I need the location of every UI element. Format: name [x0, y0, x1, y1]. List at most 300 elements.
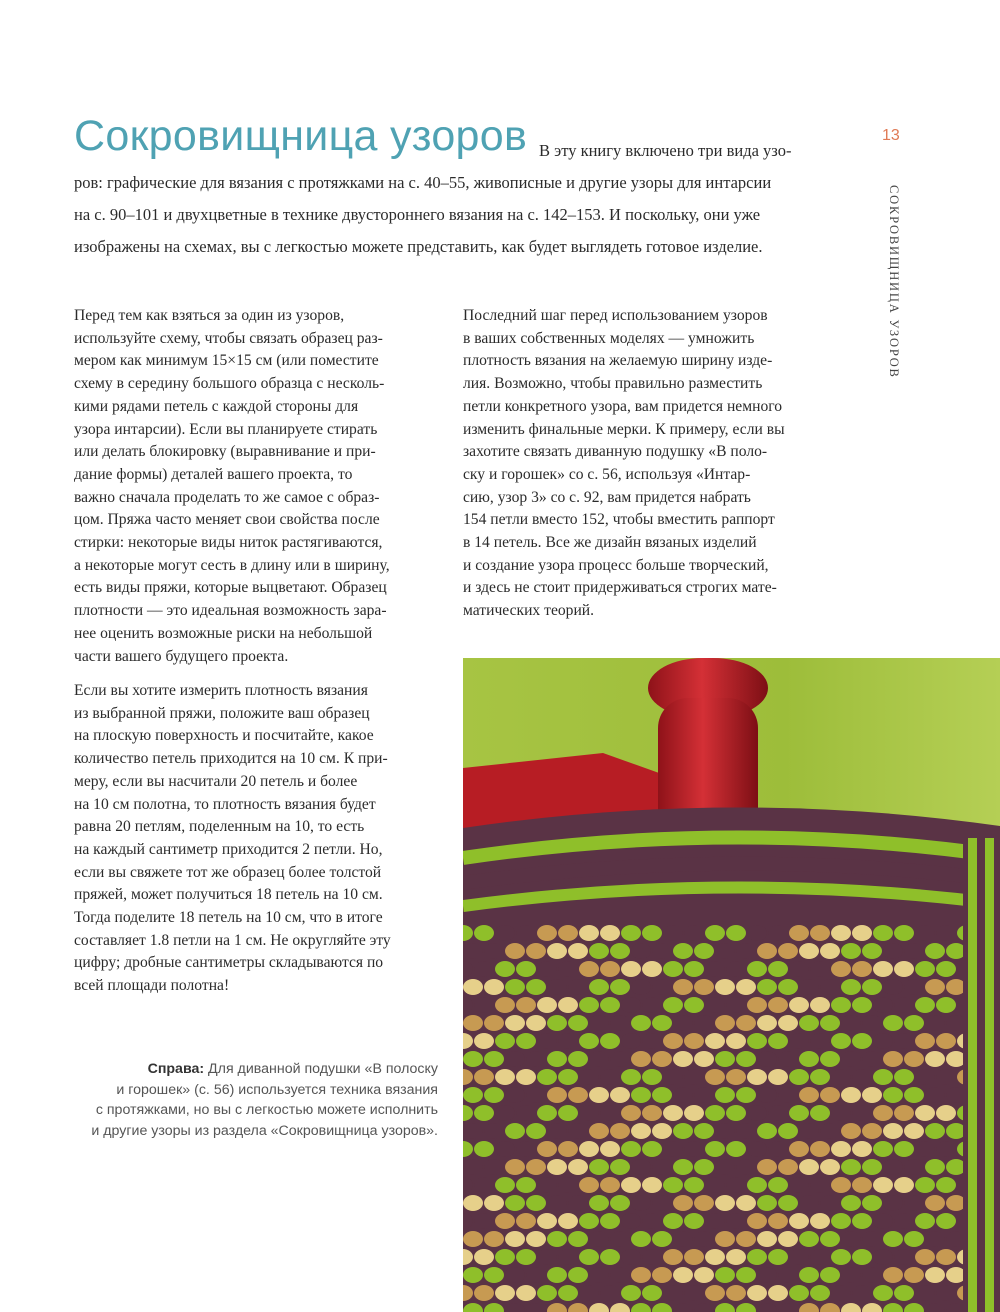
stitch — [747, 1285, 767, 1301]
stitch — [568, 1051, 588, 1067]
stitch — [904, 1159, 924, 1175]
stitch — [694, 1123, 714, 1139]
knitted-cushion-photo — [463, 658, 1000, 1312]
stitch — [600, 1285, 620, 1301]
stitch — [873, 925, 893, 941]
stitch — [820, 943, 840, 959]
stitch — [526, 1123, 546, 1139]
stitch — [747, 961, 767, 977]
stitch — [495, 961, 515, 977]
stitch — [684, 1105, 704, 1121]
stitch — [694, 1015, 714, 1031]
stitch — [673, 1123, 693, 1139]
text-line: в 14 петель. Все же дизайн вязаных изделий — [463, 534, 757, 552]
stitch — [484, 1087, 504, 1103]
stitch — [736, 1051, 756, 1067]
stitch — [558, 997, 578, 1013]
stitch — [736, 1267, 756, 1283]
stitch — [463, 1087, 483, 1103]
stitch — [799, 1195, 819, 1211]
stitch — [747, 1177, 767, 1193]
text-line: на 10 см полотна, то плотность вязания будет — [74, 795, 376, 813]
stitch — [589, 1267, 609, 1283]
stitch — [547, 943, 567, 959]
stitch — [495, 925, 515, 941]
stitch — [663, 997, 683, 1013]
text-line: в ваших собственных моделях — умножить — [463, 329, 755, 347]
stitch — [747, 997, 767, 1013]
stitch — [621, 1069, 641, 1085]
stitch — [474, 1213, 494, 1229]
caption-text: Для диванной подушки «В полоску — [204, 1061, 438, 1077]
stitch — [831, 1069, 851, 1085]
stitch — [715, 1051, 735, 1067]
stitch — [925, 979, 945, 995]
stitch — [474, 1249, 494, 1265]
stitch — [652, 1087, 672, 1103]
stitch — [757, 1231, 777, 1247]
stitch — [505, 1087, 525, 1103]
stitch — [820, 1267, 840, 1283]
stitch — [904, 1123, 924, 1139]
stitch — [495, 1177, 515, 1193]
stitch — [852, 1105, 872, 1121]
stitch — [831, 1033, 851, 1049]
stitch — [484, 979, 504, 995]
stitch — [778, 1267, 798, 1283]
stitch — [883, 1015, 903, 1031]
stitch — [568, 1087, 588, 1103]
stitch — [778, 943, 798, 959]
text-line: количество петель приходится на 10 см. К при- — [74, 750, 388, 768]
stitch — [747, 1069, 767, 1085]
stitch — [505, 1195, 525, 1211]
stitch — [768, 1141, 788, 1157]
text-line: всей площади полотна! — [74, 977, 230, 995]
stitch — [862, 1015, 882, 1031]
stitch — [463, 1231, 483, 1247]
stitch — [936, 1213, 956, 1229]
stitch — [684, 1141, 704, 1157]
stitch — [558, 1033, 578, 1049]
stitch — [589, 943, 609, 959]
intro-line: на с. 90–101 и двухцветные в технике двустороннего вязания на с. 142–153. И поскольку, они уже — [74, 205, 761, 224]
stitch — [642, 1069, 662, 1085]
stitch — [463, 979, 483, 995]
text-line: важно сначала проделать то же самое с образ- — [74, 488, 380, 506]
stitch — [778, 1123, 798, 1139]
stitch — [904, 1051, 924, 1067]
stitch — [516, 1033, 536, 1049]
stitch — [684, 1069, 704, 1085]
stitch — [568, 979, 588, 995]
stitch — [810, 1177, 830, 1193]
stitch — [789, 1141, 809, 1157]
text-line: на плоскую поверхность и посчитайте, какое — [74, 727, 374, 745]
caption-label: Справа: — [147, 1061, 205, 1077]
left-column-paragraph-1 — [74, 305, 390, 668]
stitch — [610, 1015, 630, 1031]
stitch — [547, 1123, 567, 1139]
text-line: мером как минимум 15×15 см (или поместите — [74, 352, 379, 370]
stitch — [904, 1015, 924, 1031]
stitch — [694, 1087, 714, 1103]
stitch — [600, 1033, 620, 1049]
stitch — [726, 997, 746, 1013]
stitch — [610, 1159, 630, 1175]
stitch — [537, 1285, 557, 1301]
stitch — [841, 1123, 861, 1139]
stitch — [726, 1033, 746, 1049]
stitch — [516, 1105, 536, 1121]
stitch — [904, 1231, 924, 1247]
stitch — [852, 925, 872, 941]
intro-line: ров: графические для вязания с протяжками на с. 40–55, живописные и другие узоры для интарсии — [74, 173, 772, 192]
stitch — [579, 1177, 599, 1193]
stitch — [694, 1159, 714, 1175]
stitch — [747, 925, 767, 941]
stitch — [631, 1195, 651, 1211]
stitch — [810, 1213, 830, 1229]
stitch — [474, 1285, 494, 1301]
stitch — [505, 1267, 525, 1283]
stitch — [516, 997, 536, 1013]
stitch — [873, 1069, 893, 1085]
stitch — [474, 1177, 494, 1193]
stitch — [663, 925, 683, 941]
stitch — [673, 1159, 693, 1175]
stitch — [768, 1069, 788, 1085]
stitch — [558, 1249, 578, 1265]
text-line: меру, если вы насчитали 20 петель и более — [74, 772, 358, 790]
stitch — [757, 1267, 777, 1283]
stitch — [925, 1267, 945, 1283]
stitch — [484, 1231, 504, 1247]
stitch — [484, 1123, 504, 1139]
stitch — [715, 1159, 735, 1175]
stitch — [831, 1105, 851, 1121]
stitch — [862, 1051, 882, 1067]
stitch — [652, 979, 672, 995]
stitch — [925, 1051, 945, 1067]
intro-line: изображены на схемах, вы с легкостью можете представить, как будет выглядеть готовое изделие. — [74, 237, 763, 256]
stitch — [883, 1195, 903, 1211]
stitch — [705, 1033, 725, 1049]
stitch — [589, 979, 609, 995]
stitch — [862, 1159, 882, 1175]
stitch — [474, 997, 494, 1013]
stitch — [589, 1159, 609, 1175]
stitch — [558, 1213, 578, 1229]
stitch — [778, 979, 798, 995]
text-line: плотность вязания на желаемую ширину изде- — [463, 352, 773, 370]
stitch — [484, 1159, 504, 1175]
text-line: и здесь не стоит придерживаться строгих мате- — [463, 579, 777, 597]
stitch — [610, 1195, 630, 1211]
stitch — [568, 1267, 588, 1283]
stitch — [789, 925, 809, 941]
running-head: СОКРОВИЩНИЦА УЗОРОВ — [887, 185, 901, 379]
stitch — [642, 1213, 662, 1229]
stitch — [621, 1213, 641, 1229]
stitch — [558, 1069, 578, 1085]
text-line: цом. Пряжа часто меняет свои свойства после — [74, 511, 380, 529]
stitch — [757, 1123, 777, 1139]
stitch — [852, 997, 872, 1013]
stitch — [925, 943, 945, 959]
stitch — [673, 1231, 693, 1247]
stitch — [463, 1159, 483, 1175]
knitted-cushion-illustration — [463, 658, 1000, 1312]
stitch — [694, 943, 714, 959]
text-line: изменить финальные мерки. К примеру, если вы — [463, 420, 785, 438]
stitch — [537, 1105, 557, 1121]
stitch — [547, 1195, 567, 1211]
stitch — [726, 961, 746, 977]
stitch — [579, 997, 599, 1013]
stitch — [610, 1231, 630, 1247]
stitch — [705, 1249, 725, 1265]
text-line: из выбранной пряжи, положите ваш образец — [74, 704, 370, 722]
stitch — [568, 1195, 588, 1211]
stitch — [820, 1195, 840, 1211]
stitch — [789, 961, 809, 977]
caption-line: и другие узоры из раздела «Сокровищница узоров». — [91, 1122, 438, 1139]
stitch — [537, 997, 557, 1013]
stitch — [652, 1231, 672, 1247]
stitch — [810, 925, 830, 941]
stitch — [915, 1141, 935, 1157]
stitch — [925, 1123, 945, 1139]
stitch — [621, 1141, 641, 1157]
stitch — [547, 1051, 567, 1067]
stitch — [789, 1069, 809, 1085]
stitch — [747, 1105, 767, 1121]
stitch — [663, 1033, 683, 1049]
stitch — [883, 1159, 903, 1175]
stitch — [505, 1159, 525, 1175]
stitch — [852, 1177, 872, 1193]
stitch — [568, 1123, 588, 1139]
stitch — [810, 1069, 830, 1085]
stitch — [495, 1213, 515, 1229]
stitch — [474, 1033, 494, 1049]
stitch — [841, 943, 861, 959]
stitch — [862, 1231, 882, 1247]
stitch — [474, 1105, 494, 1121]
stitch — [505, 1231, 525, 1247]
stitch — [894, 1105, 914, 1121]
stitch — [631, 1231, 651, 1247]
stitch — [495, 1141, 515, 1157]
stitch — [820, 979, 840, 995]
right-column-paragraph-1 — [463, 305, 785, 623]
stitch — [537, 1141, 557, 1157]
caption-line: и горошек» (с. 56) используется техника вязания — [116, 1081, 438, 1098]
stitch — [852, 1069, 872, 1085]
stitch — [684, 997, 704, 1013]
stitch — [579, 1285, 599, 1301]
stitch — [505, 1123, 525, 1139]
intro-paragraph — [74, 135, 824, 263]
stitch — [810, 1105, 830, 1121]
stitch — [768, 961, 788, 977]
stitch — [589, 1195, 609, 1211]
stitch — [579, 1141, 599, 1157]
stitch — [757, 979, 777, 995]
stitch — [694, 1231, 714, 1247]
stitch — [810, 1033, 830, 1049]
stitch — [705, 1285, 725, 1301]
text-line: и создание узора процесс больше творческий, — [463, 556, 769, 574]
stitch — [547, 1159, 567, 1175]
stitch — [936, 1069, 956, 1085]
text-line: Если вы хотите измерить плотность вязания — [74, 682, 368, 699]
stitch — [915, 1033, 935, 1049]
stitch — [568, 1231, 588, 1247]
stitch — [904, 979, 924, 995]
stitch — [537, 1033, 557, 1049]
stitch — [526, 943, 546, 959]
stitch — [673, 1015, 693, 1031]
stitch — [516, 1213, 536, 1229]
text-line: стирки: некоторые виды ниток растягиваются, — [74, 534, 383, 552]
stitch — [757, 1159, 777, 1175]
stitch — [841, 1231, 861, 1247]
stitch — [862, 1267, 882, 1283]
stitch — [600, 997, 620, 1013]
stitch — [505, 1051, 525, 1067]
stitch — [526, 1267, 546, 1283]
stitch — [778, 1159, 798, 1175]
stitch — [537, 925, 557, 941]
text-line: петли конкретного узора, вам придется немного — [463, 397, 783, 415]
stitch — [631, 943, 651, 959]
stitch — [894, 1033, 914, 1049]
stitch — [736, 979, 756, 995]
stitch — [820, 1015, 840, 1031]
stitch — [747, 1249, 767, 1265]
stitch — [600, 1105, 620, 1121]
stitch — [841, 1015, 861, 1031]
stitch — [841, 1087, 861, 1103]
stitch — [778, 1015, 798, 1031]
stitch — [621, 1285, 641, 1301]
stitch — [883, 1267, 903, 1283]
stitch — [621, 961, 641, 977]
stitch — [768, 997, 788, 1013]
stitch — [705, 1141, 725, 1157]
stitch — [799, 1087, 819, 1103]
stitch — [852, 1141, 872, 1157]
text-line: дание формы) деталей вашего проекта, то — [74, 465, 353, 483]
stitch — [579, 961, 599, 977]
stitch — [495, 1249, 515, 1265]
stitch — [663, 1285, 683, 1301]
stitch — [600, 961, 620, 977]
stitch — [883, 1087, 903, 1103]
stitch — [568, 1159, 588, 1175]
stitch — [736, 943, 756, 959]
stitch — [747, 1033, 767, 1049]
stitch — [579, 925, 599, 941]
stitch — [600, 1141, 620, 1157]
stitch — [810, 961, 830, 977]
stitch — [463, 1015, 483, 1031]
stitch — [705, 1177, 725, 1193]
stitch — [684, 1285, 704, 1301]
stitch — [579, 1033, 599, 1049]
stitch — [663, 1249, 683, 1265]
stitch — [936, 1033, 956, 1049]
stitch — [537, 1069, 557, 1085]
stitch — [726, 1177, 746, 1193]
stitch — [621, 1033, 641, 1049]
stitch — [558, 961, 578, 977]
stitch — [778, 1087, 798, 1103]
stitch — [925, 1087, 945, 1103]
stitch — [715, 1015, 735, 1031]
stitch — [631, 979, 651, 995]
stitch — [883, 1051, 903, 1067]
stitch — [516, 1177, 536, 1193]
stitch — [642, 961, 662, 977]
stitch — [799, 943, 819, 959]
stitch — [558, 1285, 578, 1301]
stitch — [484, 943, 504, 959]
stitch — [841, 1267, 861, 1283]
stitch — [673, 979, 693, 995]
stitch — [789, 1033, 809, 1049]
stitch — [547, 1231, 567, 1247]
stitch — [684, 1213, 704, 1229]
stitch — [820, 1159, 840, 1175]
stitch — [768, 925, 788, 941]
stitch — [862, 1195, 882, 1211]
stitch — [673, 943, 693, 959]
stitch — [936, 925, 956, 941]
stitch — [736, 1087, 756, 1103]
stitch — [789, 1213, 809, 1229]
stitch — [936, 997, 956, 1013]
text-line: части вашего будущего проекта. — [74, 647, 289, 665]
text-line: ску и горошек» со с. 56, используя «Интар- — [463, 465, 751, 483]
stitch — [547, 1087, 567, 1103]
stitch — [789, 1105, 809, 1121]
stitch — [799, 979, 819, 995]
text-line: сию, узор 3» со с. 92, вам придется набрать — [463, 488, 751, 506]
stitch — [463, 1051, 483, 1067]
stitch — [831, 1249, 851, 1265]
stitch — [852, 1213, 872, 1229]
stitch — [757, 943, 777, 959]
stitch — [642, 1033, 662, 1049]
stitch — [873, 1105, 893, 1121]
stitch — [852, 961, 872, 977]
stitch — [589, 1051, 609, 1067]
stitch — [663, 1177, 683, 1193]
stitch — [600, 925, 620, 941]
text-line: матических теорий. — [463, 602, 595, 620]
left-column-paragraph-2 — [74, 680, 391, 998]
stitch — [474, 1141, 494, 1157]
stitch — [652, 1159, 672, 1175]
stitch — [642, 1249, 662, 1265]
stitch — [904, 1195, 924, 1211]
stitch — [768, 1105, 788, 1121]
stitch — [505, 1015, 525, 1031]
stitch — [631, 1087, 651, 1103]
